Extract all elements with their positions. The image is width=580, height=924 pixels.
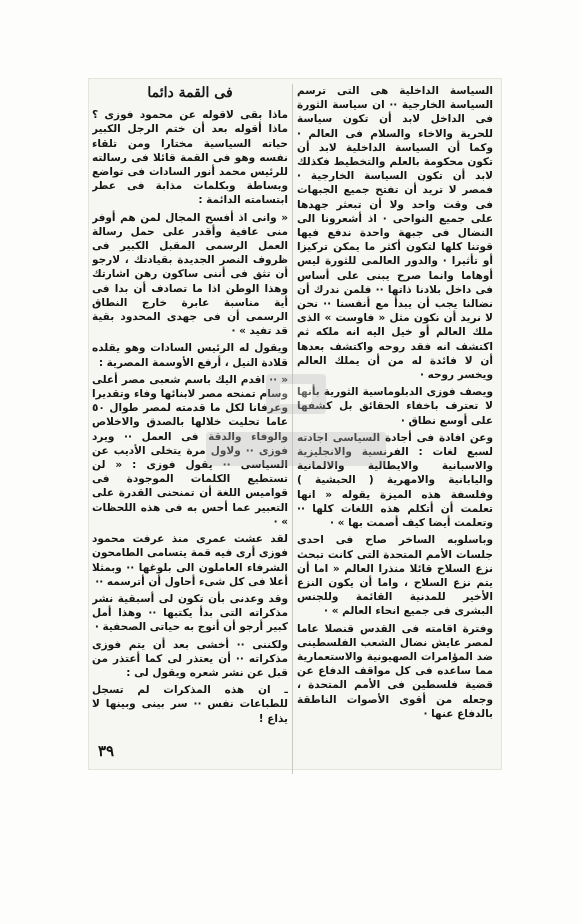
left-paragraph: « وانى اذ أفسح المجال لمن هم أوفر منى عافية وأقدر على حمل رسالة العمل الرسمى المقبل الكبير فى ظروف النصر الجديدة بقيادتك ، لارجو أن تثق فى أننى ساكون رهن اشارتك وهذا الوطن اذا ما تصادف أن بدا فى أية مناسبة عابرة خارج النطاق الرسمى أن فى جهدى المحدود بقية قد تفيد » ·: [92, 211, 288, 338]
right-column: [297, 84, 493, 774]
column-divider: [292, 84, 293, 774]
left-paragraph: ولكننى ·· أخشى بعد أن يتم فوزى مذكراته ·· أن يعتذر لى كما أعتذر من قبل عن نشر شعره ويقول لى :: [92, 638, 288, 679]
page-number: ٣٩: [98, 742, 115, 760]
right-paragraph: وعن افادة فى أجادة السياسى اجادته لسبع لغات : الفرنسية والانجليزية والاسبانية والايطالية والالمانية واليابانية والامهرية ( الحبشية ) وفلسفة هذه الميزة يقوله « انها تعلمت أن أتكلم هذه اللغات كلها ·· وتعلمت أيضا كيف أصمت بها » ·: [297, 431, 493, 530]
right-paragraph: وباسلوبه الساخر صاح فى احدى جلسات الأمم المتحدة التى كانت تبحث نزع السلاح قائلا منذرا العالم « اما أن يتم نزع السلاح ، واما أن يكون النزع الأخير للمدنية القائمة وللجنس البشرى فى جميع انحاء العالم » ·: [297, 534, 493, 618]
left-paragraph: « ·· اقدم اليك باسم شعبى مصر أعلى وسام تمنحه مصر لابنائها وفاء وتقديرا وعرفانا لكل ما قدمته لمصر طوال ٥٠ عاما تحليت خلالها بالصدق والاخلاص والوفاء والدقة فى العمل ·· ويرد فوزى ·· ولاول مرة يتخلى الأديب عن السياسى ·· يقول فوزى : « لن تستطيع الكلمات الموجودة فى قواميس اللغة أن تمنحنى القدرة على التعبير عما أحس به فى هذه اللحظات » ·: [92, 373, 288, 528]
right-paragraph: السياسة الداخلية هى التى ترسم السياسة الخارجية ·· ان سياسة الثورة فى الداخل لابد أن تكون سياسة للحرية والاخاء والسلام فى العالم · وكما أن السياسة الداخلية لابد أن تكون محكومة بالعلم والتخطيط فكذلك لابد أن تكون السياسة الخارجية · فمصر لا تريد أن تفتح جميع الجبهات فى وقت واحد ولا أن تبعثر جهدها على جميع النواحى · اذ أشعرونا الى النضال فى جبهة واحدة ندفع فيها قوتنا كلها لتكون أكثر ما يمكن تركيزا أو تأثيرا · والدور العالمى للثورة ليس أوهاما وانما صرح يبنى على أساس فى داخل بلادنا ذاتها ·· فلمن ندرك أن نضالنا يجب أن يبدأ مع أنفسنا ·· نحن لا نريد أن نكون مثل « فاوست » الذى ملك العالم أو خيل اليه انه ملكه ثم اكتشف انه فقد روحه واكتشف بعدها أن لا فائدة له من أن يملك العالم ويخسر روحه ·: [297, 85, 493, 382]
left-paragraph: ماذا بقى لاقوله عن محمود فوزى ؟ ماذا أقوله بعد أن ختم الرجل الكبير حياته السياسية مختارا ومن تلقاء نفسه وهو فى القمة قائلا فى رسالته للرئيس محمد أنور السادات فى تواضع وبساطة وبكلمات مذابة فى عطر ابتسامته الدائمة :: [92, 109, 288, 207]
left-paragraph: وقد وعدنى بأن تكون لى أسبقية نشر مذكراته التى بدأ يكتبها ·· وهذا أمل كبير أرجو أن أتوج به حياتى الصحفية ·: [92, 592, 288, 634]
right-paragraph: وفترة اقامته فى القدس قنصلا عاما لمصر عايش نضال الشعب الفلسطينى ضد المؤامرات الصهيونية والاستعمارية مما ساعده فى كل مواقف الدفاع عن قضية فلسطين فى الأمم المتحدة ، وجعله من أقوى الأصوات الناطقة بالدفاع عنها ·: [297, 622, 493, 720]
article-heading: فى القمة دائما: [147, 85, 233, 101]
left-paragraph: لقد عشت عمرى منذ عرفت محمود فوزى أرى فيه قمة يتسامى الطامحون الشرفاء العاملون الى بلوغها ·· وبمثلا أعلا فى كل شىء أحاول أن أترسمه ··: [92, 533, 288, 588]
right-paragraph: ويصف فوزى الدبلوماسية الثورية بأنها لا تعترف باخفاء الحقائق بل كشفها على أوسع نطاق ·: [297, 386, 493, 427]
left-paragraph: ـ ان هذه المذكرات لم تسجل للطباعات نفس ·· سر بينى وبينها لا يذاع !: [92, 684, 288, 725]
left-column: [92, 84, 288, 734]
left-paragraph: ويقول له الرئيس السادات وهو يقلده قلادة النيل ، أرفع الأوسمة المصرية :: [92, 342, 288, 369]
